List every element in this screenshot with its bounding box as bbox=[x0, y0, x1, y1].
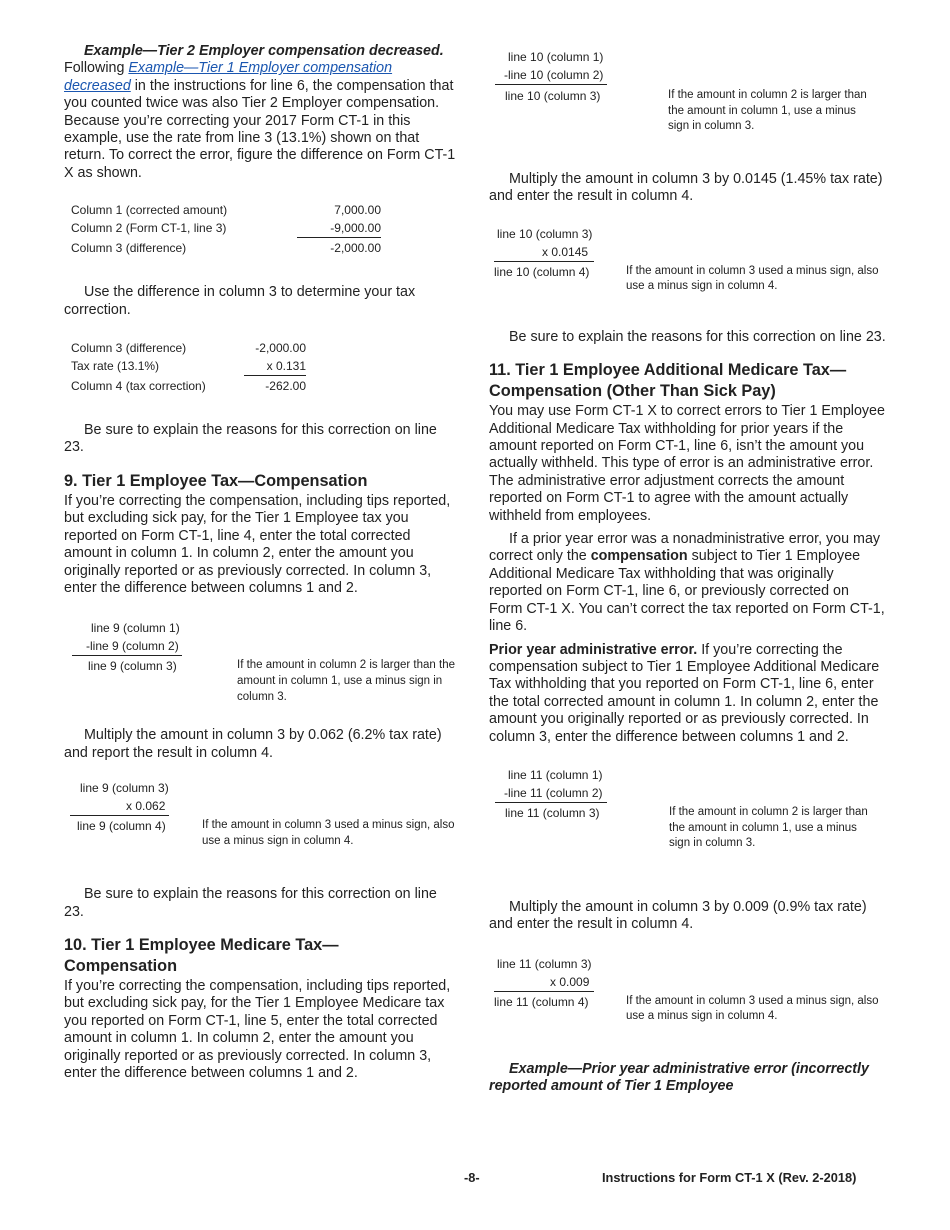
nonadministrative-paragraph bbox=[489, 531, 886, 635]
example-post: in the instructions for line 6, the compensation that you counted twice was also Tier 2 Employer compensation. Because you’re correcting your 2017 Form CT-1 in this example, use the rate from line 3 (13.1%) shown on that return. To correct the error, figure the difference on Form CT-1 X as shown. bbox=[64, 77, 456, 181]
table-value: -262.00 bbox=[265, 379, 306, 394]
example-admin-error-heading: Example—Prior year administrative error (incorrectly reported amount of Tier 1 Employee bbox=[489, 1060, 869, 1095]
text-run: If you’re correcting the compensation subject to Tier 1 Employee Additional Medicare Tax withholding that you reported on Form CT-1, line 6, enter the total corrected amount in column 1. In column 2, enter the amount you originally reported or as previously corrected. In column 3, enter the difference between columns 1 and 2. bbox=[489, 641, 880, 745]
section-11-paragraph: You may use Form CT-1 X to correct errors to Tier 1 Employee Additional Medicare Tax withholding for prior years if the amount reported on Form CT-1, line 6, isn’t the amount you actually withheld. This type of error is an administrative error. The administrative error adjustment corrects the amount reported on Form CT-1 to agree with the amount actually withheld from employees. bbox=[489, 403, 885, 524]
sum-rule bbox=[70, 815, 169, 816]
multiply-9-paragraph: Multiply the amount in column 3 by 0.062 (6.2% tax rate) and report the result in column 4. bbox=[64, 727, 442, 761]
calc-line: line 9 (column 3) bbox=[80, 781, 169, 796]
calc-note: If the amount in column 2 is larger than the amount in column 1, use a minus sign in column 3. bbox=[668, 89, 867, 133]
table-value: -9,000.00 bbox=[330, 221, 381, 236]
table-value: -2,000.00 bbox=[330, 241, 381, 256]
reasons-paragraph: Be sure to explain the reasons for this correction on line 23. bbox=[509, 328, 886, 345]
calc-line: line 11 (column 3) bbox=[497, 956, 592, 971]
text-run-bold: compensation bbox=[590, 548, 688, 565]
calc-line: -line 11 (column 2) bbox=[504, 785, 603, 800]
tax-correction-table bbox=[64, 333, 458, 395]
example-title: Example—Tier 2 Employer compensation decreased. bbox=[84, 43, 444, 59]
table-label: Column 2 (Form CT-1, line 3) bbox=[71, 221, 227, 236]
table-value: 7,000.00 bbox=[334, 203, 381, 218]
line10-multiply-calc bbox=[489, 217, 886, 329]
calc-note: If the amount in column 2 is larger than the amount in column 1, use a minus sign in column 3. bbox=[669, 805, 868, 850]
left-column bbox=[64, 43, 458, 1082]
calc-line: line 11 (column 1) bbox=[508, 767, 603, 782]
reasons-paragraph: Be sure to explain the reasons for this correction on line 23. bbox=[64, 886, 437, 920]
line11-multiply-calc bbox=[489, 945, 886, 1061]
prior-year-admin-paragraph bbox=[489, 642, 886, 746]
calc-line: x 0.062 bbox=[126, 799, 166, 814]
calc-line: line 9 (column 1) bbox=[91, 621, 180, 636]
section-9-paragraph: If you’re correcting the compensation, including tips reported, but excluding sick pay, for the Tier 1 Employee tax you reported on Form CT-1, line 4, enter the total corrected amount in column 1. In column 2, enter the amount you originally reported or as previously corrected. In column 3, enter the difference between columns 1 and 2. bbox=[64, 492, 451, 596]
text-run-bold: Prior year administrative error. bbox=[489, 641, 698, 658]
section-11-heading: 11. Tier 1 Employee Additional Medicare Tax—Compensation (Other Than Sick Pay) bbox=[489, 361, 847, 401]
use-difference-paragraph: Use the difference in column 3 to determine your tax correction. bbox=[64, 284, 416, 318]
text-run: If a prior year error was a nonadministrative error, you may correct only the bbox=[489, 531, 881, 565]
sum-rule bbox=[297, 237, 381, 238]
sum-rule bbox=[495, 84, 607, 85]
calc-line: line 11 (column 4) bbox=[494, 994, 589, 1009]
multiply-10-paragraph: Multiply the amount in column 3 by 0.0145 (1.45% tax rate) and enter the result in column 4. bbox=[489, 171, 883, 205]
difference-table bbox=[64, 196, 458, 260]
table-value: -2,000.00 bbox=[255, 341, 306, 356]
section-10-paragraph: If you’re correcting the compensation, including tips reported, but excluding sick pay, for the Tier 1 Employee Medicare tax you reported on Form CT-1, line 5, enter the total corrected amount in column 1. In column 2, enter the amount you originally reported or as previously corrected. In column 3, enter the difference between columns 1 and 2. bbox=[64, 977, 451, 1081]
line10-subtraction-calc bbox=[489, 43, 886, 171]
line9-subtraction-calc bbox=[64, 611, 458, 721]
table-label: Column 1 (corrected amount) bbox=[71, 203, 228, 218]
example-pre: Following bbox=[64, 60, 125, 77]
calc-line: line 10 (column 3) bbox=[497, 226, 593, 241]
example-tier2-paragraph bbox=[64, 43, 458, 182]
calc-line: line 10 (column 4) bbox=[494, 264, 590, 279]
multiply-11-paragraph: Multiply the amount in column 3 by 0.009 (0.9% tax rate) and enter the result in column 4. bbox=[489, 898, 867, 933]
calc-note: If the amount in column 3 used a minus sign, also use a minus sign in column 4. bbox=[626, 264, 879, 293]
calc-line: -line 10 (column 2) bbox=[504, 68, 604, 82]
calc-line: line 10 (column 1) bbox=[508, 50, 604, 64]
table-label: Column 4 (tax correction) bbox=[71, 379, 206, 394]
table-label: Column 3 (difference) bbox=[71, 341, 187, 356]
line9-multiply-calc bbox=[64, 774, 458, 884]
reasons-paragraph: Be sure to explain the reasons for this correction on line 23. bbox=[64, 422, 437, 456]
calc-line: x 0.0145 bbox=[542, 244, 589, 259]
table-label: Tax rate (13.1%) bbox=[71, 359, 160, 374]
table-value: x 0.131 bbox=[266, 359, 306, 374]
calc-note: If the amount in column 3 used a minus sign, also use a minus sign in column 4. bbox=[626, 994, 879, 1023]
section-9-heading: 9. Tier 1 Employee Tax—Compensation bbox=[64, 471, 368, 490]
sum-rule bbox=[72, 655, 182, 656]
calc-line: -line 9 (column 2) bbox=[86, 639, 179, 654]
page-number: -8- bbox=[464, 1170, 480, 1185]
calc-line: line 10 (column 3) bbox=[505, 89, 601, 103]
sum-rule bbox=[244, 375, 306, 376]
section-10-heading: 10. Tier 1 Employee Medicare Tax—Compensation bbox=[64, 935, 339, 975]
sum-rule bbox=[494, 261, 594, 262]
sum-rule bbox=[495, 802, 607, 803]
calc-line: line 9 (column 3) bbox=[88, 659, 177, 674]
calc-note: If the amount in column 3 used a minus sign, also use a minus sign in column 4. bbox=[202, 819, 455, 847]
table-label: Column 3 (difference) bbox=[71, 241, 187, 256]
calc-line: line 9 (column 4) bbox=[77, 819, 166, 834]
text-run: subject to Tier 1 Employee Additional Medicare Tax withholding that was originally reported on Form CT-1, line 6, or previously corrected on Form CT-1 X. You can’t correct the tax reported on Form CT-1, line 6. bbox=[489, 548, 885, 635]
right-column bbox=[489, 43, 886, 1096]
form-title-footer: Instructions for Form CT-1 X (Rev. 2-2018) bbox=[602, 1170, 857, 1185]
line11-subtraction-calc bbox=[489, 759, 886, 899]
calc-note: If the amount in column 2 is larger than the amount in column 1, use a minus sign in column 3. bbox=[237, 659, 455, 703]
example-link[interactable]: Example—Tier 1 Employer compensation decreased bbox=[64, 60, 393, 94]
calc-line: line 11 (column 3) bbox=[505, 805, 600, 820]
calc-line: x 0.009 bbox=[550, 974, 590, 989]
sum-rule bbox=[494, 991, 594, 992]
